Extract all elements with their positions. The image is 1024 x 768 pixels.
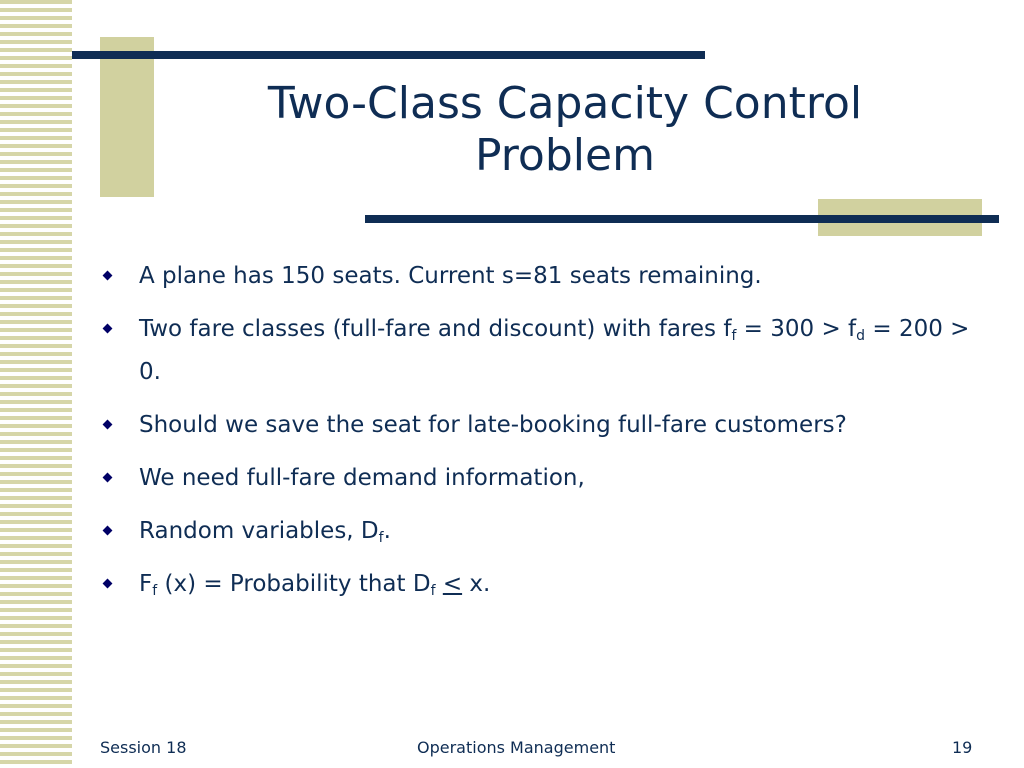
footer-session: Session 18 [100, 738, 187, 757]
bullet-text: Two fare classes (full-fare and discount) with fares f [139, 316, 732, 342]
bullet-text: (x) = Probability that D [157, 571, 431, 597]
bullet-text: = 200 > 0. [139, 316, 970, 385]
subscript: f [152, 583, 158, 599]
bullet-text: A plane has 150 seats. Current s=81 seats remaining. [139, 263, 762, 289]
decorative-stripe-bar [0, 0, 72, 768]
less-than-or-equal-symbol: < [442, 571, 463, 597]
bullet-text: = 300 > f [736, 316, 857, 342]
bullet-text: F [139, 571, 153, 597]
bullet-item [100, 510, 980, 553]
bullet-item [100, 404, 980, 447]
title-rule-top [72, 51, 705, 59]
bullet-item [100, 563, 980, 606]
bullet-list [100, 255, 980, 616]
bullet-text: . [383, 518, 391, 544]
footer-course: Operations Management [417, 738, 616, 757]
subscript: d [856, 328, 866, 344]
decorative-block-top-left [100, 37, 154, 197]
bullet-text [436, 571, 443, 597]
bullet-text: x. [462, 571, 491, 597]
diamond-bullet-icon [103, 473, 113, 483]
title-rule-bottom [365, 215, 999, 223]
bullet-item [100, 308, 980, 394]
subscript: f [378, 530, 384, 546]
bullet-item [100, 457, 980, 500]
bullet-text: Should we save the seat for late-booking full-fare customers? [139, 412, 847, 438]
bullet-text: Random variables, D [139, 518, 379, 544]
subscript: f [430, 583, 436, 599]
footer-page-number: 19 [952, 738, 973, 757]
diamond-bullet-icon [103, 526, 113, 536]
diamond-bullet-icon [103, 579, 113, 589]
slide-title: Two-Class Capacity Control Problem [267, 78, 863, 181]
diamond-bullet-icon [103, 420, 113, 430]
subscript: f [731, 328, 737, 344]
diamond-bullet-icon [103, 271, 113, 281]
diamond-bullet-icon [103, 324, 113, 334]
bullet-text: We need full-fare demand information, [139, 465, 585, 491]
bullet-item [100, 255, 980, 298]
